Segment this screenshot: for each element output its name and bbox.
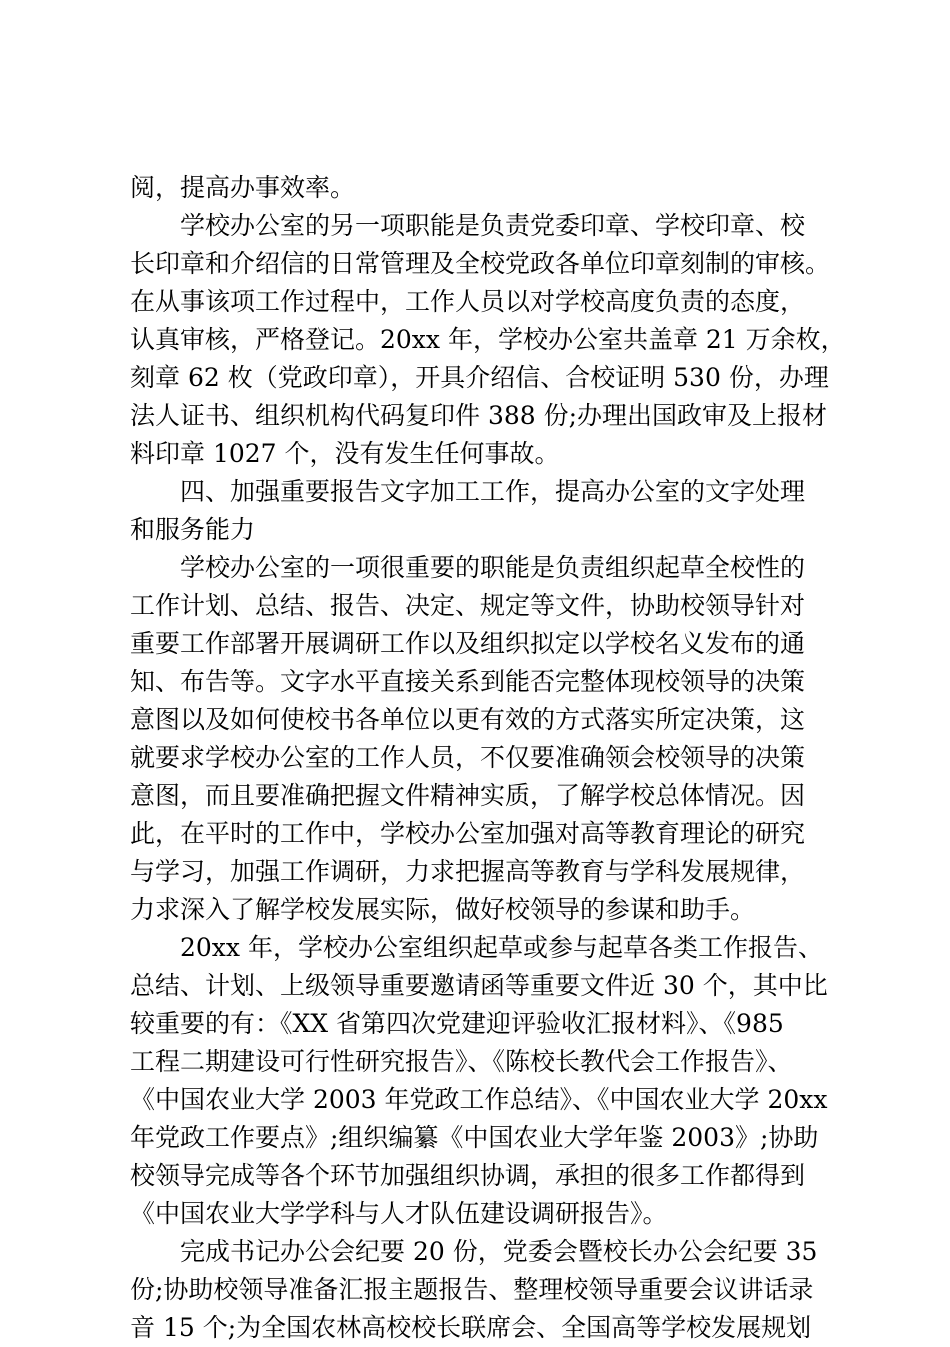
text-line: 年党政工作要点》;组织编纂《中国农业大学年鉴 2003》;协助 [130, 1123, 819, 1152]
text-line: 学校办公室的一项很重要的职能是负责组织起草全校性的 [130, 553, 806, 582]
text-line: 认真审核，严格登记。20xx 年，学校办公室共盖章 21 万余枚， [130, 325, 846, 354]
text-line: 较重要的有：《XX 省第四次党建迎评验收汇报材料》、《985 [130, 1009, 784, 1038]
text-line: 阅，提高办事效率。 [130, 173, 356, 202]
text-line: 总结、计划、上级领导重要邀请函等重要文件近 30 个，其中比 [130, 971, 828, 1000]
text-line: 料印章 1027 个，没有发生任何事故。 [130, 439, 560, 468]
text-line: 力求深入了解学校发展实际，做好校领导的参谋和助手。 [130, 895, 756, 924]
text-line: 完成书记办公会纪要 20 份，党委会暨校长办公会纪要 35 [130, 1237, 818, 1266]
text-line: 音 15 个;为全国农林高校校长联席会、全国高等学校发展规划 [130, 1313, 812, 1342]
text-line: 工程二期建设可行性研究报告》、《陈校长教代会工作报告》、 [130, 1047, 793, 1076]
text-line: 《中国农业大学学科与人才队伍建设调研报告》。 [130, 1199, 668, 1228]
text-line: 校领导完成等各个环节加强组织协调，承担的很多工作都得到 [130, 1161, 806, 1190]
text-line: 学校办公室的另一项职能是负责党委印章、学校印章、校 [130, 211, 806, 240]
text-line: 在从事该项工作过程中，工作人员以对学校高度负责的态度， [130, 287, 806, 316]
text-line: 20xx 年，学校办公室组织起草或参与起草各类工作报告、 [130, 933, 823, 962]
text-line: 此，在平时的工作中，学校办公室加强对高等教育理论的研究 [130, 819, 806, 848]
text-line: 份;协助校领导准备汇报主题报告、整理校领导重要会议讲话录 [130, 1275, 814, 1304]
text-line: 意图以及如何使校书各单位以更有效的方式落实所定决策，这 [130, 705, 806, 734]
text-line: 刻章 62 枚（党政印章），开具介绍信、合校证明 530 份，办理 [130, 363, 829, 392]
section-heading: 四、加强重要报告文字加工工作，提高办公室的文字处理 [130, 477, 806, 506]
text-line: 意图，而且要准确把握文件精神实质，了解学校总体情况。因 [130, 781, 806, 810]
text-line: 工作计划、总结、报告、决定、规定等文件，协助校领导针对 [130, 591, 806, 620]
text-line: 就要求学校办公室的工作人员，不仅要准确领会校领导的决策 [130, 743, 806, 772]
text-line: 与学习，加强工作调研，力求把握高等教育与学科发展规律， [130, 857, 806, 886]
text-line: 《中国农业大学 2003 年党政工作总结》、《中国农业大学 20xx [130, 1085, 828, 1114]
section-heading: 和服务能力 [130, 515, 256, 544]
text-line: 重要工作部署开展调研工作以及组织拟定以学校名义发布的通 [130, 629, 806, 658]
text-line: 知、布告等。文字水平直接关系到能否完整体现校领导的决策 [130, 667, 806, 696]
text-line: 长印章和介绍信的日常管理及全校党政各单位印章刻制的审核。 [130, 249, 831, 278]
text-line: 法人证书、组织机构代码复印件 388 份;办理出国政审及上报材 [130, 401, 828, 430]
